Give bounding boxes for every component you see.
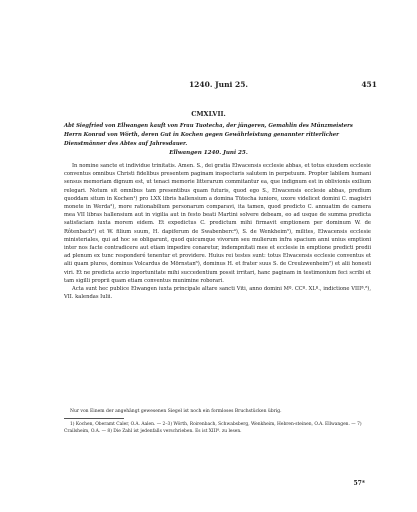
page-header xyxy=(60,80,377,92)
body-paragraph-2: Acta sunt hec publice Elwangen iuxta principale altare sancti Viti, anno domini Mº. CCº. XLº., indictione VIIIª.⁸), VII. kalendas Iulii. xyxy=(64,286,371,301)
footnote-item: 1) Kochen, Oberamt Caler, O.A. Aalen. — 2–3) Wörth, Roirenbach, Schwabsberg, Wenkheim, Hebren-steinen, O.A. Ellwangen. — 7) Crailsheim, O.A. — 8) Die Zahl ist jedenfalls verschrieben. Es ist XIIIª. zu lesen. xyxy=(64,422,362,434)
footnotes xyxy=(64,421,371,435)
document-number: CMXLVII. xyxy=(191,110,226,118)
seal-note: Nur von Einem der angehängt gewesenen Siegel ist noch ein formloses Bruchstücken übrig. xyxy=(70,409,282,414)
document-body xyxy=(64,162,371,301)
header-date: 1240. Juni 25. xyxy=(188,80,249,89)
document-dateline: Ellwangen 1240. Juni 25. xyxy=(169,150,248,156)
signature-mark: 57* xyxy=(353,480,365,487)
document-summary: Abt Siegfried von Ellwangen kauft von Frau Tuotecha, der jüngeren, Gemahlin des Münzmeisters Herrn Konrad von Wörth, deren Gut in Kochen gegen Gewährleistung genannter ritterlicher Dienstmänner des Abtes auf Jahresdauer. xyxy=(64,123,353,147)
footnote-rule xyxy=(64,418,124,419)
body-paragraph-1: In nomine sancte et individue trinitatis. Amen. S., dei gratia Elwacensis ecclesie abbas, et totus eiusdem ecclesie conventus omnibus Christi fidelibus presentem paginam inspecturis salutem in perpetuum. Propter labilem humani sensus memoriam dignum est, ut tenaci memorie litterarum commitantur ea, que indignum est in oblivionis exilium relegari. Notum sit omnibus tam presentibus quam futuris, quod ego S., Elwacensis ecclesie abbas, predium quoddam situm in Kochen¹) pro LXX libris hallensium a domina Tütecha iuniore, uxore videlicet domini C. magistri monete in Werda²), more rationabilium personarum comparavi, ita tamen, quod predicto C. annuatim de camera mea VII libras hallensium aut in vigilia aut in festo beati Martini solvere debeam, eo ad usque de summa predicta satisfaciam iuxta morem eidem. Et expedictus C. predictum mihi firmavit emptionem per dominum W. de Rôtenbach³) et W. filium suum, H. dapiferum de Swabenberc⁴), S. de Wenkheim⁵), milites, Elwacensis ecclesie ministeriales, qui ad hoc se obligarunt, quod quicumque vivorum seu mulierum infra spacium anni unius emptioni inter nos facte contradicere aut etiam impedire conaretur, indempnitati mee et ecclesie in emptione predicti predii ad plenum ex tunc responderé tenentur et providere. Huius rei testes sunt: totus Elwacensis ecclesie conventus et alii quam plures, dominus Volcardus de Mörnstan⁶), dominus H. et frater suus S. de Creulzwenheim⁷) et alii honesti viri. Et ne predicta accio inportunitate mihi succedentium possit irritari, hanc paginam in testimonium feci scribi et tam sigilli proprii quam etiam conventus munimine roborari. xyxy=(64,163,371,284)
page-number: 451 xyxy=(361,80,377,89)
